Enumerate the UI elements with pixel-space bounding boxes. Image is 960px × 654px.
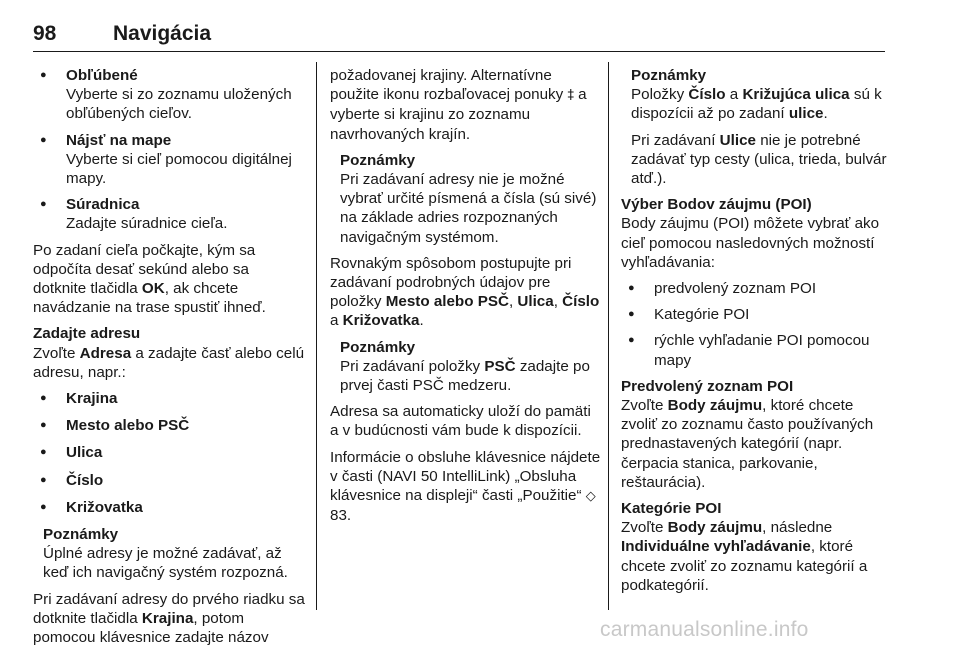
option-coordinates [33,195,305,233]
paragraph: požadovanej krajiny. Alternatívne použite ikonu rozbaľovacej ponuky ‡ a vyberte si krajinu zo zoznamu navrhovaných krajín. [330,67,587,143]
section-heading: Výber Bodov záujmu (POI) [621,196,812,214]
option-text: Vyberte si cieľ pomocou digitálnej mapy. [66,150,292,188]
list-item: ● Ulica [33,443,305,462]
paragraph: Pri zadávaní adresy do prvého riadku sa dotknite tlačidla Krajina, potom pomocou klávesnice zadajte názov [33,590,305,647]
section-heading: Kategórie POI [621,500,722,518]
paragraph: Zvoľte Body záujmu, ktoré chcete zvoliť zo zoznamu často používaných prednastavených kategórií (napr. čerpacia stanica, parkovanie, reštaurácia). [621,397,874,491]
list-item: ● Mesto alebo PSČ [33,416,305,435]
option-text: Vyberte si zo zoznamu uložených obľúbených cieľov. [66,86,292,123]
note-title: Poznámky [43,526,119,544]
list-item: ● Číslo [33,471,305,490]
watermark: carmanualsonline.info [600,618,809,641]
column-2 [330,66,602,532]
paragraph: Po zadaní cieľa počkajte, kým sa odpočíta desať sekúnd alebo sa dotknite tlačidla OK, ak chcete navádzanie na trase spustiť ihneď. [33,241,266,317]
header-divider [33,51,885,52]
column-divider-1 [316,62,317,610]
option-title: ● Nájsť na mape [66,131,172,149]
note-title: Poznámky [631,67,707,84]
note-text: Pri zadávaní adresy nie je možné vybrať určité písmená a čísla (sú sivé) na základe adries rozpoznaných navigačným systémom. [340,171,597,246]
option-favourites [33,66,305,124]
option-find-on-map [33,131,305,189]
option-text: Zadajte súradnice cieľa. [66,215,228,233]
paragraph: Zvoľte Adresa a zadajte časť alebo celú adresu, napr.: [33,344,305,381]
list-item: ● predvolený zoznam POI [621,279,891,298]
page-number: 98 [33,22,57,45]
note-text: Položky Číslo a Križujúca ulica sú k dispozícii až po zadaní ulice. [631,86,882,123]
paragraph: Body záujmu (POI) môžete vybrať ako cieľ pomocou nasledovných možností vyhľadávania: [621,215,880,271]
section-heading: Predvolený zoznam POI [621,377,794,395]
paragraph: Zvoľte Body záujmu, následne Individuálne vyhľadávanie, ktoré chcete zvoliť zo zoznamu kategórií a podkategórií. [621,519,868,594]
page-reference-icon: ◇ [585,489,596,505]
paragraph: Informácie o obsluhe klávesnice nájdete v časti (NAVI 50 IntelliLink) „Obsluha klávesnice na displeji“ časti „Použitie“ ◇ 83. [330,448,601,525]
note-box [33,525,305,583]
dropdown-menu-icon: ‡ [567,88,574,104]
column-divider-2 [608,62,609,610]
note-box [330,338,602,396]
paragraph: Adresa sa automaticky uloží do pamäti a v budúcnosti vám bude k dispozícii. [330,403,591,440]
column-3 [621,66,891,602]
note-text: Úplné adresy je možné zadávať, až keď ich navigačný systém rozpozná. [43,545,288,582]
note-text: Pri zadávaní položky PSČ zadajte po prvej časti PSČ medzeru. [340,357,590,395]
list-item: ● rýchle vyhľadanie POI pomocou mapy [621,331,891,369]
note-box [621,66,891,124]
note-box [330,151,602,247]
list-item: ● Kategórie POI [621,305,891,324]
list-item: ● Križovatka [33,498,305,517]
section-heading: Zadajte adresu [33,325,141,343]
option-title: ● Obľúbené [66,67,138,84]
column-1 [33,66,305,654]
list-item: ● Krajina [33,389,305,408]
page-header [33,22,885,52]
option-title: ● Súradnica [66,196,140,214]
note-paragraph: Pri zadávaní Ulice nie je potrebné zadávať typ cesty (ulica, trieda, bulvár atď.). [631,131,887,188]
page-title: Navigácia [113,22,212,45]
note-title: Poznámky [340,151,416,169]
paragraph: Rovnakým spôsobom postupujte pri zadávaní podrobných údajov pre položky Mesto alebo PSČ, Ulica, Číslo a Križovatka. [330,254,600,330]
note-title: Poznámky [340,338,416,356]
